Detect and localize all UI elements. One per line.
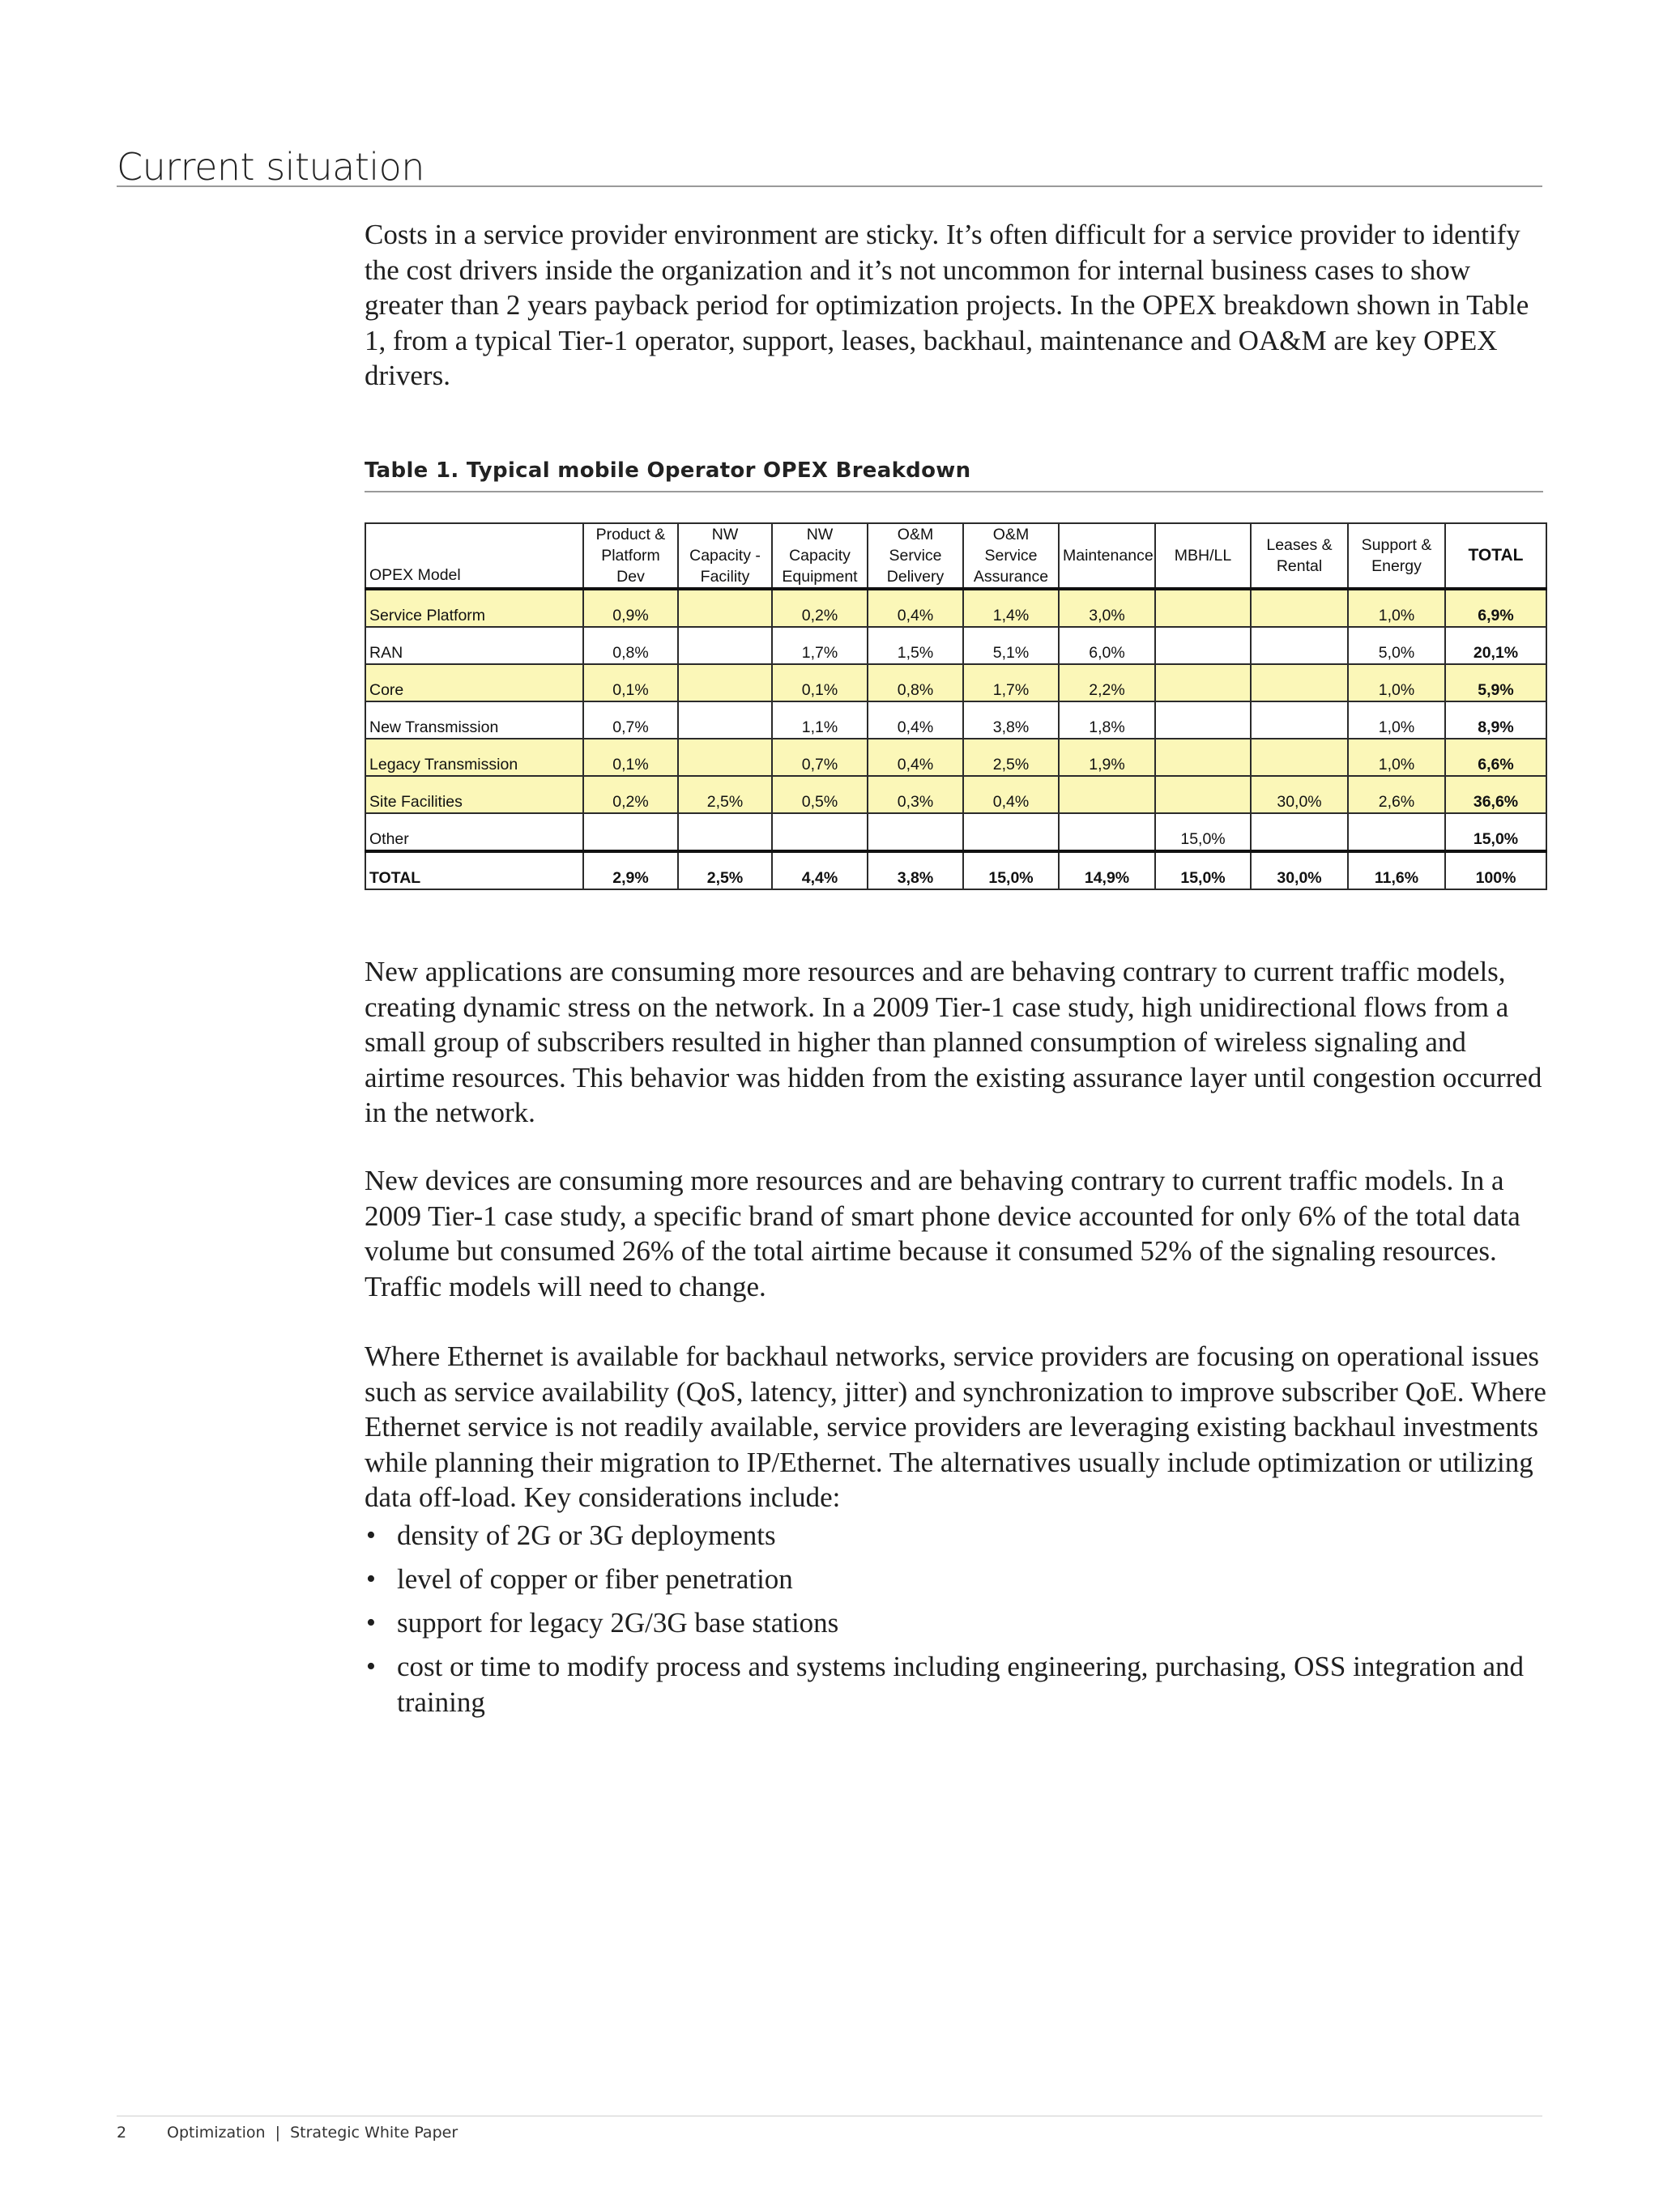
table-row (365, 664, 1546, 701)
table-cell: 1,0% (1348, 739, 1445, 776)
row-label: Core (365, 664, 583, 701)
table-row (365, 627, 1546, 664)
table-cell: 0,1% (583, 664, 678, 701)
table-cell: 0,1% (583, 739, 678, 776)
table-cell: 0,7% (583, 701, 678, 739)
table-row (365, 739, 1546, 776)
table-cell: 1,9% (1059, 739, 1155, 776)
table-cell (1059, 813, 1155, 851)
list-item-text: level of copper or fiber penetration (397, 1563, 793, 1595)
table-cell (1155, 627, 1251, 664)
table-cell: 15,0% (1155, 851, 1251, 889)
table-cell: 1,0% (1348, 664, 1445, 701)
table-total-row (365, 851, 1546, 889)
table-cell (678, 664, 772, 701)
table-cell: 15,0% (963, 851, 1059, 889)
row-label: RAN (365, 627, 583, 664)
column-header: Leases & Rental (1251, 523, 1348, 589)
table-caption: Table 1. Typical mobile Operator OPEX Breakdown (365, 458, 971, 483)
table-cell: 0,3% (868, 776, 963, 813)
table-cell: 0,7% (772, 739, 868, 776)
intro-paragraph: Costs in a service provider environment are sticky. It’s often difficult for a service provider to identify the cost drivers inside the organization and it’s not uncommon for internal business cases to show greater than 2 years payback period for optimization projects. In the OPEX breakdown shown in Table 1, from a typical Tier-1 operator, support, leases, backhaul, maintenance and OA&M are key OPEX drivers. (365, 219, 1529, 391)
bullet-icon: • (366, 1564, 376, 1594)
row-label: TOTAL (365, 851, 583, 889)
table-cell: 0,4% (868, 739, 963, 776)
bullet-icon: • (366, 1520, 376, 1550)
table-cell: 1,7% (963, 664, 1059, 701)
list-item (365, 1649, 1547, 1720)
table-cell (1155, 589, 1251, 627)
table-cell: 0,5% (772, 776, 868, 813)
row-label: Legacy Transmission (365, 739, 583, 776)
table-cell (678, 701, 772, 739)
table-cell (1251, 701, 1348, 739)
list-item-text: support for legacy 2G/3G base stations (397, 1607, 839, 1639)
table-row (365, 813, 1546, 851)
table-cell (1155, 739, 1251, 776)
table-cell (1251, 739, 1348, 776)
column-header: O&M Service Delivery (868, 523, 963, 589)
row-label: Service Platform (365, 589, 583, 627)
table-cell (1155, 776, 1251, 813)
column-header: NW Capacity - Facility (678, 523, 772, 589)
table-cell: 0,8% (868, 664, 963, 701)
table-cell: 2,6% (1348, 776, 1445, 813)
row-label: Site Facilities (365, 776, 583, 813)
table-cell: 2,9% (583, 851, 678, 889)
row-total-cell: 8,9% (1445, 701, 1546, 739)
table-cell (678, 813, 772, 851)
list-item (365, 1605, 1547, 1641)
table-cell: 1,8% (1059, 701, 1155, 739)
table-cell: 0,8% (583, 627, 678, 664)
table-cell: 2,2% (1059, 664, 1155, 701)
table-cell: 5,0% (1348, 627, 1445, 664)
bullet-icon: • (366, 1608, 376, 1638)
table-cell: 3,8% (868, 851, 963, 889)
page-title: Current situation (117, 145, 424, 189)
table-cell: 0,1% (772, 664, 868, 701)
table-cell: 1,7% (772, 627, 868, 664)
table-cell: 0,9% (583, 589, 678, 627)
devices-paragraph: New devices are consuming more resources and are behaving contrary to current traffic models. In a 2009 Tier-1 case study, a specific brand of smart phone device accounted for only 6% of the total data volume but consumed 26% of the total airtime because it consumed 52% of the signaling resources. Traffic models will need to change. (365, 1165, 1520, 1302)
table-cell: 0,4% (868, 701, 963, 739)
table-cell (1348, 813, 1445, 851)
table-row (365, 589, 1546, 627)
column-header-total: TOTAL (1445, 523, 1546, 589)
table-cell: 1,0% (1348, 701, 1445, 739)
table-cell: 4,4% (772, 851, 868, 889)
table-cell: 15,0% (1155, 813, 1251, 851)
row-total-cell: 36,6% (1445, 776, 1546, 813)
table-cell (1251, 589, 1348, 627)
column-header: OPEX Model (365, 523, 583, 589)
caption-divider (365, 491, 1543, 492)
applications-paragraph: New applications are consuming more resources and are behaving contrary to current traffic models, creating dynamic stress on the network. In a 2009 Tier-1 case study, high unidirectional flows from a small group of subscribers resulted in higher than planned consumption of wireless signaling and airtime resources. This behavior was hidden from the existing assurance layer until congestion occurred in the network. (365, 956, 1542, 1128)
table-cell: 14,9% (1059, 851, 1155, 889)
table-cell (678, 627, 772, 664)
considerations-list (365, 1518, 1547, 1728)
list-item-text: density of 2G or 3G deployments (397, 1519, 776, 1551)
list-item (365, 1518, 1547, 1554)
table-cell: 5,1% (963, 627, 1059, 664)
column-header: Product & Platform Dev (583, 523, 678, 589)
table-cell (1155, 701, 1251, 739)
table-cell: 3,8% (963, 701, 1059, 739)
table-cell: 0,4% (868, 589, 963, 627)
list-item-text: cost or time to modify process and systems including engineering, purchasing, OSS integration and training (397, 1651, 1525, 1718)
footer-text: Optimization | Strategic White Paper (167, 2124, 458, 2142)
table-cell: 1,4% (963, 589, 1059, 627)
table-cell (772, 813, 868, 851)
table-cell (678, 589, 772, 627)
row-total-cell: 20,1% (1445, 627, 1546, 664)
grand-total-cell: 100% (1445, 851, 1546, 889)
table-cell: 2,5% (963, 739, 1059, 776)
table-cell: 3,0% (1059, 589, 1155, 627)
bullet-icon: • (366, 1652, 376, 1681)
row-total-cell: 5,9% (1445, 664, 1546, 701)
table-cell: 6,0% (1059, 627, 1155, 664)
row-total-cell: 6,6% (1445, 739, 1546, 776)
column-header: O&M Service Assurance (963, 523, 1059, 589)
list-item (365, 1562, 1547, 1597)
row-total-cell: 6,9% (1445, 589, 1546, 627)
column-header: NW Capacity Equipment (772, 523, 868, 589)
table-header-row (365, 523, 1546, 589)
table-cell (1251, 627, 1348, 664)
table-cell (678, 739, 772, 776)
row-label: New Transmission (365, 701, 583, 739)
row-total-cell: 15,0% (1445, 813, 1546, 851)
page-number: 2 (117, 2124, 127, 2142)
table-cell (1251, 813, 1348, 851)
table-cell: 11,6% (1348, 851, 1445, 889)
table-cell (583, 813, 678, 851)
table-cell: 1,0% (1348, 589, 1445, 627)
ethernet-paragraph: Where Ethernet is available for backhaul networks, service providers are focusing on operational issues such as service availability (QoS, latency, jitter) and synchronization to improve subscriber QoE. Where Ethernet service is not readily available, service providers are leveraging existing backhaul investments while planning their migration to IP/Ethernet. The alternatives usually include optimization or utilizing data off-load. Key considerations include: (365, 1340, 1546, 1513)
table-cell: 1,1% (772, 701, 868, 739)
row-label: Other (365, 813, 583, 851)
table-cell (963, 813, 1059, 851)
table-cell: 30,0% (1251, 776, 1348, 813)
table-cell: 0,2% (583, 776, 678, 813)
table-cell (1059, 776, 1155, 813)
page-footer (117, 2124, 458, 2142)
table-cell: 0,2% (772, 589, 868, 627)
title-divider (117, 185, 1542, 187)
opex-breakdown-table (365, 522, 1547, 890)
table-cell (1251, 664, 1348, 701)
table-cell: 2,5% (678, 851, 772, 889)
column-header: MBH/LL (1155, 523, 1251, 589)
table-cell: 30,0% (1251, 851, 1348, 889)
table-cell: 1,5% (868, 627, 963, 664)
table-cell (1155, 664, 1251, 701)
table-cell: 0,4% (963, 776, 1059, 813)
table-cell: 2,5% (678, 776, 772, 813)
table-row (365, 701, 1546, 739)
table-row (365, 776, 1546, 813)
table-cell (868, 813, 963, 851)
column-header: Maintenance (1059, 523, 1155, 589)
column-header: Support & Energy (1348, 523, 1445, 589)
